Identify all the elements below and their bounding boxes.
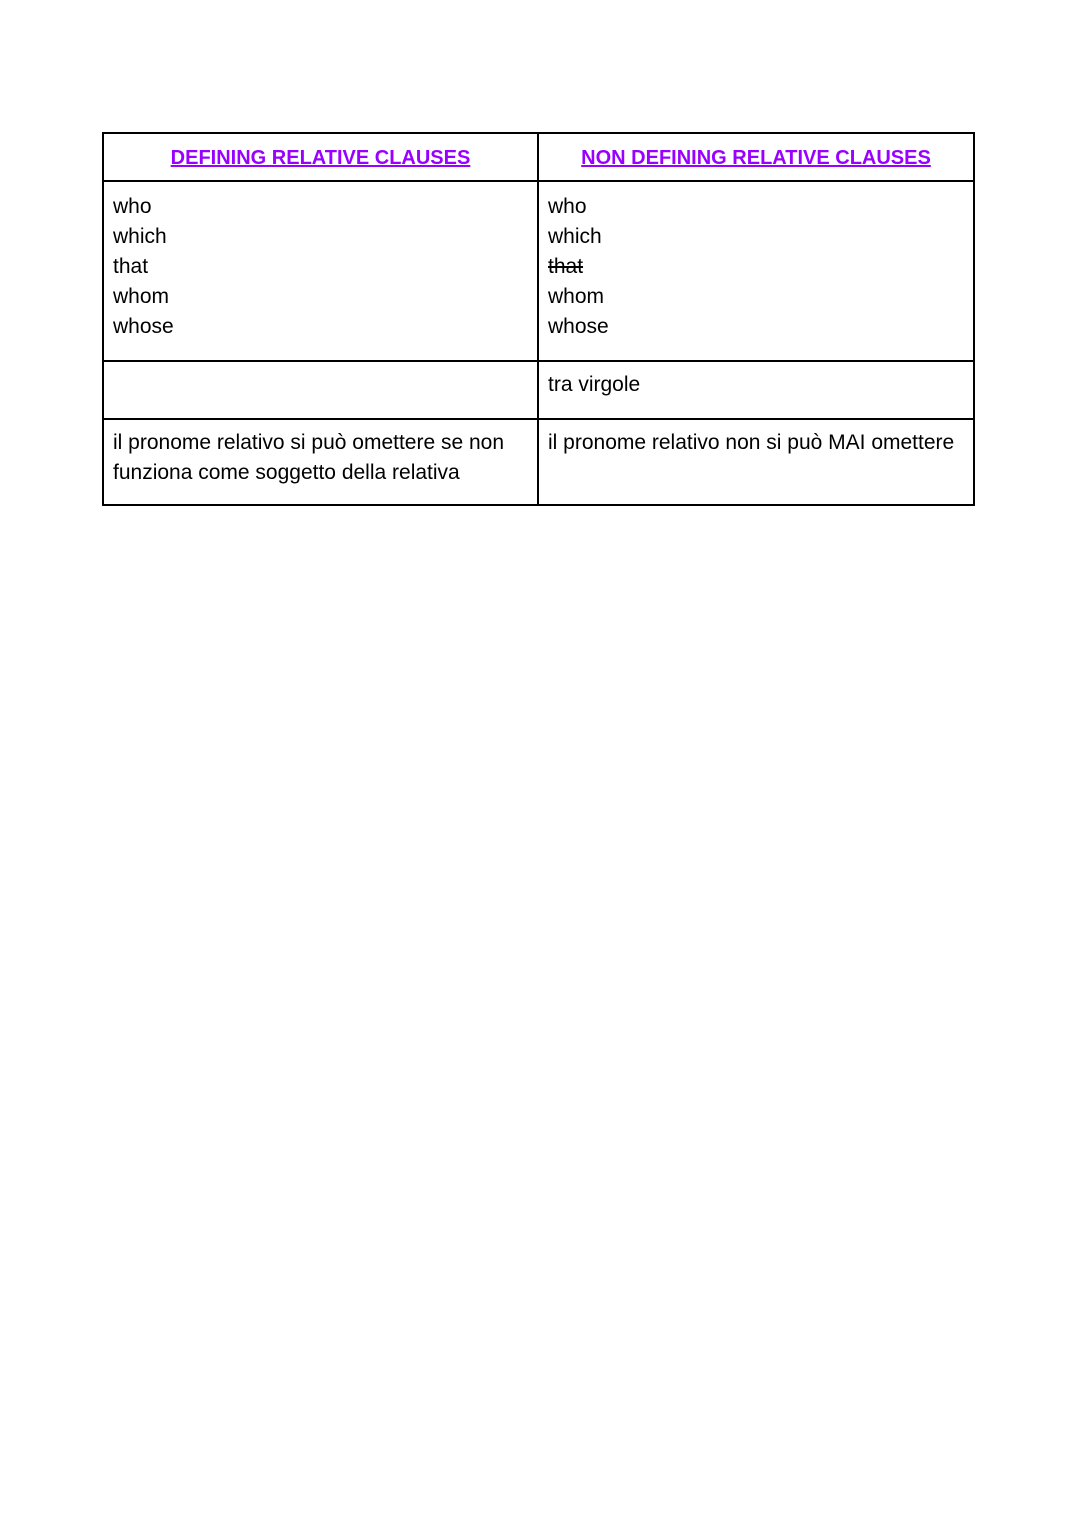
cell-non-defining-commas: tra virgole bbox=[538, 361, 974, 419]
pronoun-whose: whose bbox=[113, 315, 174, 338]
pronoun-whom: whom bbox=[113, 285, 170, 308]
relative-clauses-table bbox=[102, 132, 975, 506]
cell-defining-commas bbox=[103, 361, 538, 419]
header-cell-non-defining bbox=[538, 133, 974, 181]
non-defining-header: NON DEFINING RELATIVE CLAUSES bbox=[581, 147, 931, 169]
pronoun-that: that bbox=[113, 255, 149, 278]
cell-non-defining-pronouns bbox=[538, 181, 974, 361]
pronoun-who: who bbox=[113, 195, 152, 218]
table-row-omission bbox=[103, 419, 974, 505]
table-row-pronouns bbox=[103, 181, 974, 361]
cell-defining-pronouns bbox=[103, 181, 538, 361]
pronoun-which: which bbox=[113, 225, 167, 248]
pronoun-who: who bbox=[548, 195, 587, 218]
header-cell-defining bbox=[103, 133, 538, 181]
pronoun-whom: whom bbox=[548, 285, 605, 308]
cell-defining-omission: il pronome relativo si può omettere se non funziona come soggetto della relativa bbox=[103, 419, 538, 505]
pronoun-which: which bbox=[548, 225, 602, 248]
pronoun-that-struck: that bbox=[548, 255, 584, 278]
cell-non-defining-omission: il pronome relativo non si può MAI omettere bbox=[538, 419, 974, 505]
table-header-row bbox=[103, 133, 974, 181]
table-row-commas bbox=[103, 361, 974, 419]
pronoun-whose: whose bbox=[548, 315, 609, 338]
defining-header: DEFINING RELATIVE CLAUSES bbox=[170, 147, 471, 169]
